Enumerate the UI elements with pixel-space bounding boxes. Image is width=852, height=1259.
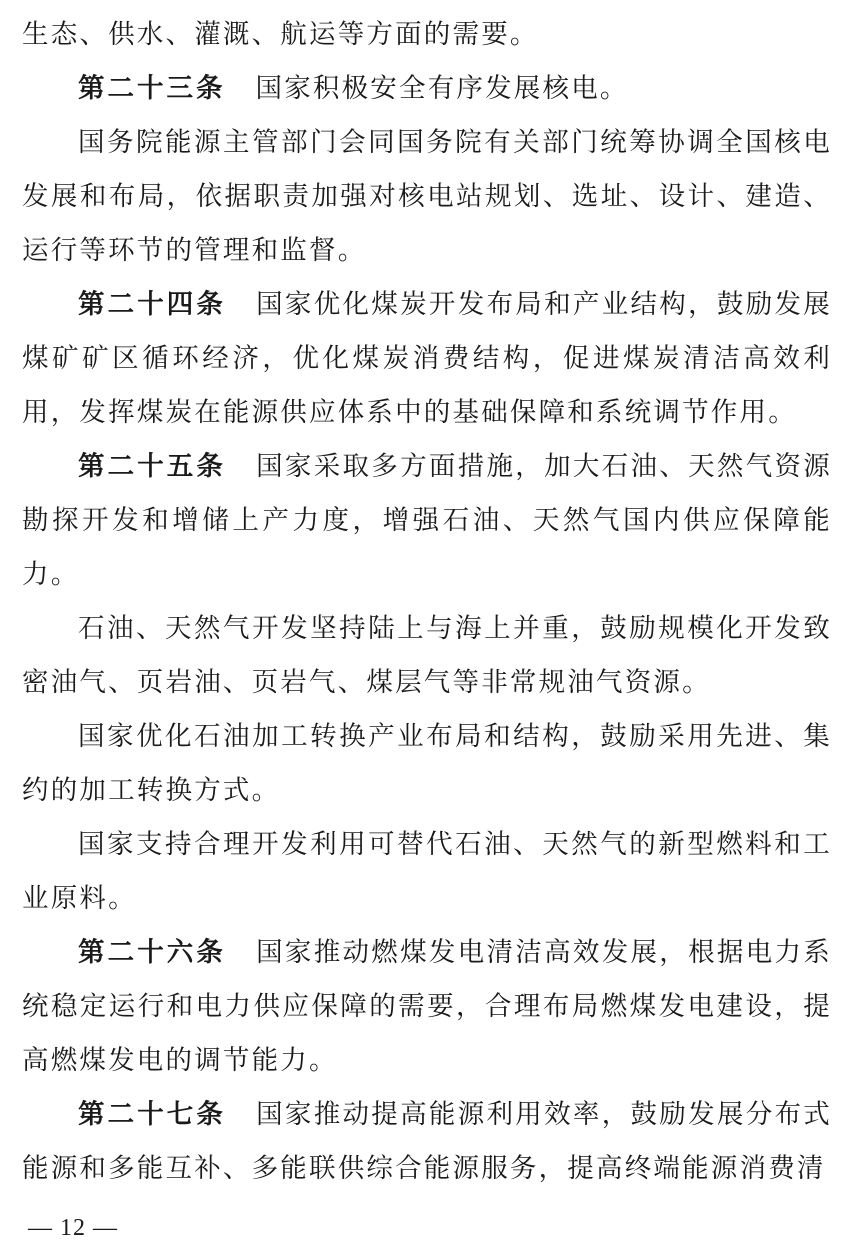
paragraph-text: 国家优化煤炭开发布局和产业结构，鼓励发展煤矿矿区循环经济，优化煤炭消费结构，促进煤炭清洁高效利用，发挥煤炭在能源供应体系中的基础保障和系统调节作用。 bbox=[22, 289, 832, 428]
article-heading: 第二十六条 bbox=[78, 937, 226, 968]
paragraph-8 bbox=[22, 926, 832, 1088]
paragraph-text: 国家积极安全有序发展核电。 bbox=[255, 73, 629, 104]
paragraph-text: 国家优化石油加工转换产业布局和结构，鼓励采用先进、集约的加工转换方式。 bbox=[22, 721, 832, 806]
article-heading: 第二十三条 bbox=[78, 73, 226, 104]
paragraph-7 bbox=[22, 818, 832, 926]
paragraph-text: 国家推动提高能源利用效率，鼓励发展分布式能源和多能互补、多能联供综合能源服务，提高终端能源消费清 bbox=[22, 1099, 832, 1184]
article-heading: 第二十七条 bbox=[78, 1099, 226, 1130]
paragraph-2 bbox=[22, 116, 832, 278]
paragraph-text: 国家支持合理开发利用可替代石油、天然气的新型燃料和工业原料。 bbox=[22, 829, 832, 914]
paragraph-5 bbox=[22, 602, 832, 710]
paragraph-4 bbox=[22, 440, 832, 602]
document-body bbox=[22, 8, 832, 1196]
paragraph-6 bbox=[22, 710, 832, 818]
paragraph-1 bbox=[22, 62, 832, 116]
paragraph-0 bbox=[22, 8, 832, 62]
article-heading: 第二十四条 bbox=[78, 289, 226, 320]
paragraph-text: 国家推动燃煤发电清洁高效发展，根据电力系统稳定运行和电力供应保障的需要，合理布局燃煤发电建设，提高燃煤发电的调节能力。 bbox=[22, 937, 832, 1076]
paragraph-3 bbox=[22, 278, 832, 440]
page-number: — 12 — bbox=[28, 1215, 118, 1241]
paragraph-text: 国务院能源主管部门会同国务院有关部门统筹协调全国核电发展和布局，依据职责加强对核电站规划、选址、设计、建造、运行等环节的管理和监督。 bbox=[22, 127, 832, 266]
paragraph-text: 国家采取多方面措施，加大石油、天然气资源勘探开发和增储上产力度，增强石油、天然气国内供应保障能力。 bbox=[22, 451, 832, 590]
paragraph-text: 生态、供水、灌溉、航运等方面的需要。 bbox=[22, 19, 539, 50]
paragraph-9 bbox=[22, 1088, 832, 1196]
article-heading: 第二十五条 bbox=[78, 451, 226, 482]
paragraph-text: 石油、天然气开发坚持陆上与海上并重，鼓励规模化开发致密油气、页岩油、页岩气、煤层气等非常规油气资源。 bbox=[22, 613, 832, 698]
